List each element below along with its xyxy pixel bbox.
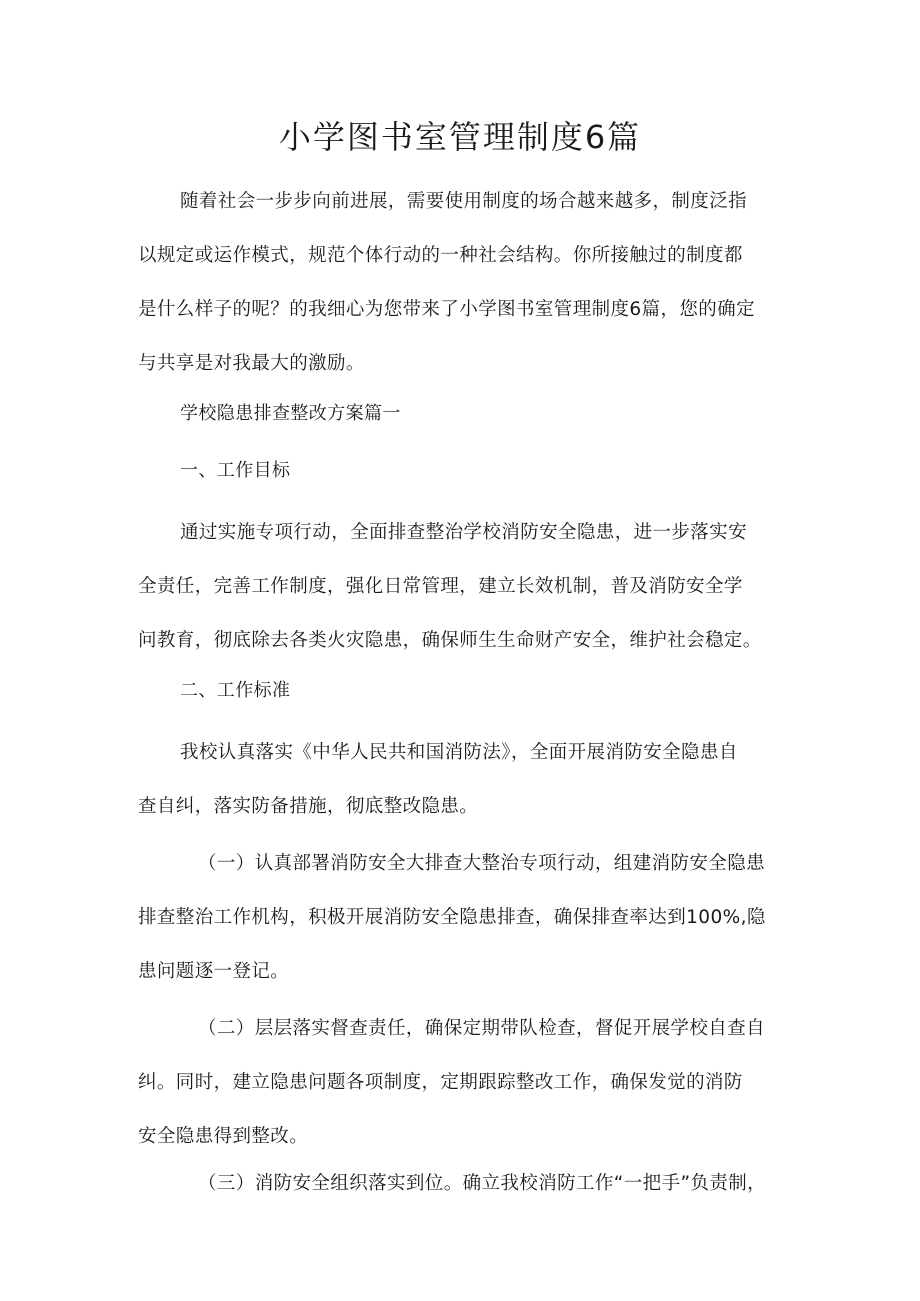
paragraph-line: （二）层层落实督查责任，确保定期带队检查，督促开展学校自查自 [198,1018,766,1039]
intro-line: 是什么样子的呢？的我细心为您带来了小学图书室管理制度6篇，您的确定 [138,299,755,320]
intro-line: 以规定或运作模式，规范个体行动的一种社会结构。你所接触过的制度都 [138,245,743,266]
item-two-paragraph [138,1002,788,1164]
paragraph-line: 全责任，完善工作制度，强化日常管理，建立长效机制，普及消防安全学 [138,576,743,597]
paragraph-line: （一）认真部署消防安全大排查大整治专项行动，组建消防安全隐患 [198,853,766,874]
intro-line: 随着社会一步步向前进展，需要使用制度的场合越来越多，制度泛指 [180,191,748,212]
paragraph-line: （三）消防安全组织落实到位。确立我校消防工作“一把手”负责制， [198,1173,767,1194]
section-title: 学校隐患排查整改方案篇一 [180,403,401,424]
work-goal-paragraph [138,506,788,668]
document-title: 小学图书室管理制度6篇 [278,118,642,156]
intro-line: 与共享是对我最大的激励。 [138,353,365,374]
paragraph-line: 患问题逐一登记。 [138,961,290,982]
heading-work-goal: 一、工作目标 [180,460,291,481]
heading-work-standard: 二、工作标准 [180,680,291,701]
item-one-paragraph [138,837,788,999]
paragraph-line: 问教育，彻底除去各类火灾隐患，确保师生生命财产安全，维护社会稳定。 [138,630,762,651]
paragraph-line: 纠。同时，建立隐患问题各项制度，定期跟踪整改工作，确保发觉的消防 [138,1072,743,1093]
paragraph-line: 排查整治工作机构，积极开展消防安全隐患排查，确保排查率达到100%,隐 [138,907,766,928]
item-three-paragraph [138,1157,788,1211]
intro-paragraph [138,175,788,391]
paragraph-line: 查自纠，落实防备措施，彻底整改隐患。 [138,796,479,817]
paragraph-line: 安全隐患得到整改。 [138,1126,309,1147]
paragraph-line: 通过实施专项行动，全面排查整治学校消防安全隐患，进一步落实安 [180,522,748,543]
work-standard-paragraph [138,726,788,834]
paragraph-line: 我校认真落实《中华人民共和国消防法》，全面开展消防安全隐患自 [180,742,738,763]
